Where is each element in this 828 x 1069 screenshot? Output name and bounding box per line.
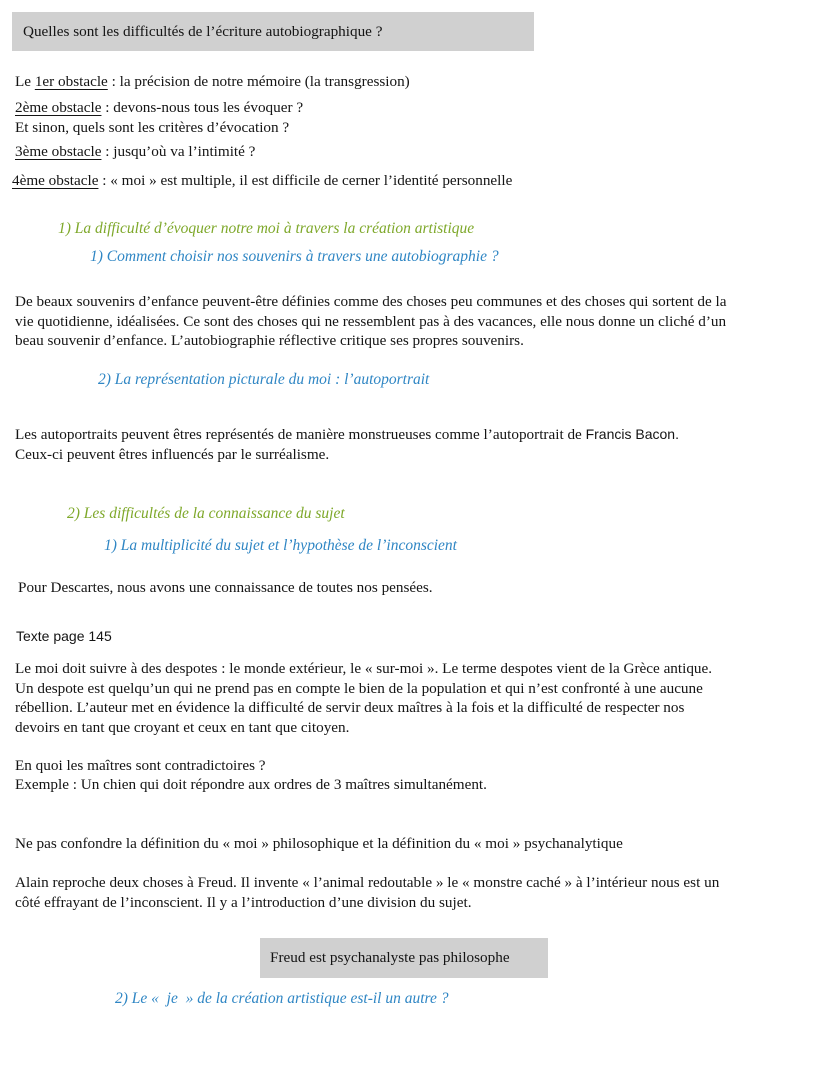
section-2-subheading-2: 2) Le « je » de la création artistique est-il un autre ? [115,990,449,1007]
obstacle-term: 2ème obstacle [15,99,102,116]
confondre-line: Ne pas confondre la définition du « moi » philosophique et la définition du « moi » psychanalytique [15,835,623,852]
obstacle-term: 1er obstacle [34,73,108,90]
paragraph-souvenirs: De beaux souvenirs d’enfance peuvent-être définies comme des choses peu communes et des choses qui sortent de la vie quotidienne, idéalisées. Ce sont des choses qui ne ressemblent pas à des vacances, elle nous donne un cliché d’un beau souvenir d’enfance. L’autobiographie réflective critique ses propres souvenirs. [15,293,727,349]
freud-box-text: Freud est psychanalyste pas philosophe [270,949,510,966]
obstacle-term: 4ème obstacle [12,172,99,189]
paragraph-autoportraits: Les autoportraits peuvent êtres représentés de manière monstrueuses comme l’autoportrait de Francis Bacon. Ceux-ci peuvent êtres influencés par le surréalisme. [15,426,679,463]
question-line: En quoi les maîtres sont contradictoires ? [15,757,266,774]
section-1-subheading-2: 2) La représentation picturale du moi : l’autoportrait [98,371,430,388]
obstacle-3: 3ème obstacle : jusqu’où va l’intimité ? [15,143,256,160]
obstacle-4: 4ème obstacle : « moi » est multiple, il est difficile de cerner l’identité personnelle [12,172,513,189]
section-1-heading: 1) La difficulté d’évoquer notre moi à travers la création artistique [58,220,475,237]
francis-bacon: Francis Bacon. [585,426,679,442]
obstacle-term: 3ème obstacle [15,143,102,160]
texte-page-label: Texte page 145 [16,628,112,644]
descartes-line: Pour Descartes, nous avons une connaissance de toutes nos pensées. [18,579,433,596]
obstacle-2: 2ème obstacle : devons-nous tous les évoquer ? [15,99,304,116]
section-2-subheading-1: 1) La multiplicité du sujet et l’hypothèse de l’inconscient [104,537,457,554]
freud-box [260,938,548,978]
paragraph-alain: Alain reproche deux choses à Freud. Il invente « l’animal redoutable » le « monstre caché » à l’intérieur nous est un côté effrayant de l’inconscient. Il y a l’introduction d’une division du sujet. [15,874,720,911]
example-line: Exemple : Un chien qui doit répondre aux ordres de 3 maîtres simultanément. [15,776,487,793]
title-text: Quelles sont les difficultés de l’écriture autobiographique ? [23,23,383,40]
obstacle-1: Le 1er obstacle : la précision de notre mémoire (la transgression) [15,73,410,90]
section-1-subheading-1: 1) Comment choisir nos souvenirs à travers une autobiographie ? [90,248,499,265]
paragraph-despotes: Le moi doit suivre à des despotes : le monde extérieur, le « sur-moi ». Le terme despotes vient de la Grèce antique. Un despote est quelqu’un qui ne prend pas en compte le bien de la population et qui n’est confronté à une aucune rébellion. L’auteur met en évidence la difficulté de servir deux maîtres à la fois et la difficulté de respecter nos devoirs en tant que croyant et ceux en tant que citoyen. [15,660,713,736]
title-box [12,12,534,51]
section-2-heading: 2) Les difficultés de la connaissance du sujet [67,505,345,522]
obstacle-2-continuation: Et sinon, quels sont les critères d’évocation ? [15,119,290,136]
